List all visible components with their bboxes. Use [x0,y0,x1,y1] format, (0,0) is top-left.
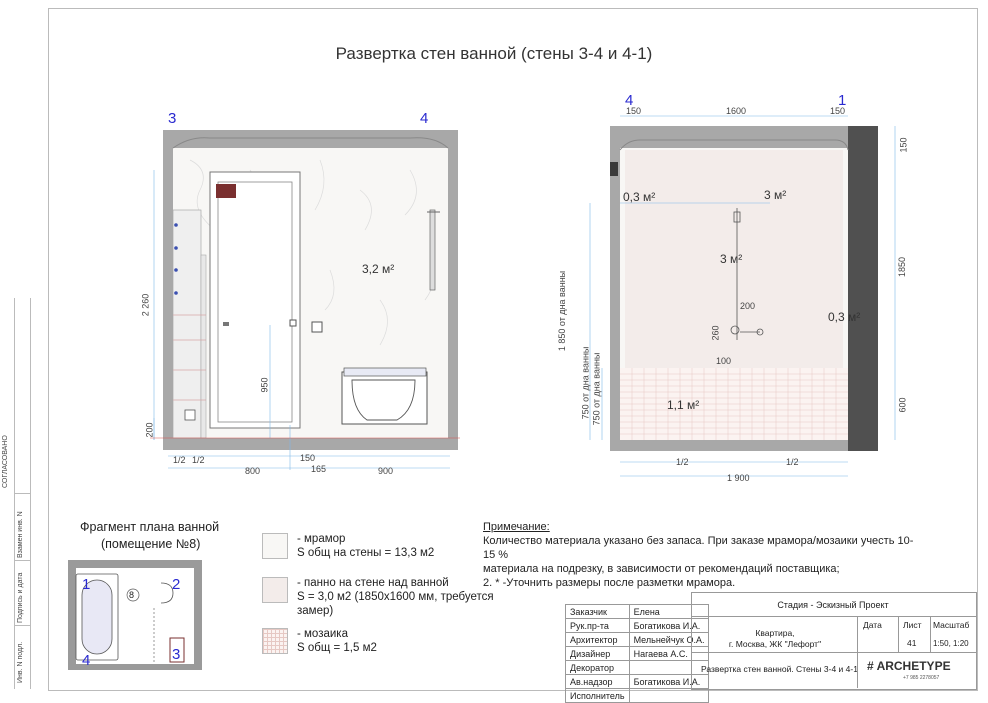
stage: Стадия - Эскизный Проект [777,600,889,610]
plan-num-3: 3 [172,646,181,663]
dim-door-950: 950 [259,377,270,393]
plan-title-1: Фрагмент плана ванной [80,520,220,534]
plan-num-4: 4 [82,652,91,669]
dim-half-2: 1/2 [192,455,205,465]
dim-bottom-half-1: 1/2 [676,457,689,467]
notes-line-2: материала на подрезку, в зависимости от рекомендаций поставщика; [483,563,840,575]
role-row: Ав.надзор Богатикова И.А. [566,675,709,689]
sheet-number: 41 [907,638,917,648]
right-area-3-mid: 3 м² [720,252,743,266]
dim-top-150-right: 150 [830,106,846,116]
role-row: Исполнитель [566,689,709,703]
sidebar-replacement: Взамен инв. N [17,511,24,558]
dim-165: 165 [311,464,327,474]
dim-right-150: 150 [898,137,909,153]
brand-phone: +7 985 2278057 [903,675,940,681]
notes-line-1: Количество материала указано без запаса. При заказе мрамора/мозаики учесть 10-15 % [483,535,914,561]
notes [483,520,923,590]
legend-swatch-mosaic [262,628,288,654]
project-line-2: г. Москва, ЖК "Лефорт" [728,639,822,649]
dim-v750-a: 750 от дна ванны [580,346,591,420]
notes-heading: Примечание: [483,521,550,533]
role-row: Заказчик Елена [566,605,709,619]
right-area-mosaic: 1,1 м² [667,398,700,412]
right-corner-4: 4 [625,92,634,109]
dim-200: 200 [144,422,155,438]
role-row: Рук.пр-та Богатикова И.А. [566,619,709,633]
sheet-sidebar [0,298,31,689]
dim-top-1600: 1600 [726,106,747,116]
left-wall-area: 3,2 м² [362,262,395,276]
dim-right-1850: 1850 [897,256,908,278]
project-line-1: Квартира, [755,628,795,638]
dim-bottom-1900: 1 900 [727,473,750,483]
sheet-label: Лист [903,620,922,630]
left-corner-3: 3 [168,110,177,127]
dim-v750-b: 750 от дна ванны [591,352,602,426]
title-block [565,592,976,701]
dim-v1850-bath: 1 850 от дна ванны [557,270,568,352]
dim-height-2260: 2 260 [140,293,151,317]
plan-num-1: 1 [82,576,91,593]
date-label: Дата [863,620,882,630]
legend-marble: - мрамор S общ на стены = 13,3 м2 [297,533,435,559]
page-title: Развертка стен ванной (стены 3-4 и 4-1) [335,44,653,63]
right-area-3-top: 3 м² [764,188,787,202]
door-hinge-detail [216,184,236,198]
legend-swatch-panel [262,577,288,603]
legend-mosaic: - мозаика S общ = 1,5 м2 [297,628,377,654]
right-area-0-3-right: 0,3 м² [828,310,861,324]
plan-num-8: 8 [129,590,135,600]
legend-swatch-marble [262,533,288,559]
sidebar-signature: Подпись и дата [17,572,24,623]
mosaic-area [620,368,848,440]
dim-top-150-left: 150 [626,106,642,116]
dim-150: 150 [300,453,316,463]
plan-title-2: (помещение №8) [101,537,201,551]
notes-line-3: 2. * -Уточнить размеры после разметки мрамора. [483,577,736,589]
legend-panel: - панно на стене над ванной S = 3,0 м2 (1850х1600 мм, требуется замер) [297,577,494,617]
sheet-title: Развертка стен ванной. Стены 3-4 и 4-1 [701,664,858,674]
role-row: Декоратор [566,661,709,675]
scale-value: 1:50, 1:20 [933,639,969,648]
sidebar-inventory: Инв. N подл. [17,641,24,683]
left-elevation [130,100,470,480]
sidebar-agreed: СОГЛАСОВАНО [2,435,9,488]
dim-900: 900 [378,466,394,476]
door-leaf [218,182,292,422]
dim-bottom-half-2: 1/2 [786,457,799,467]
title-block-roles [565,604,709,703]
dim-half-1: 1/2 [173,455,186,465]
dim-100: 100 [716,356,732,366]
dim-260: 260 [710,325,721,341]
brand-logo: # ARCHETYPE [867,659,951,673]
right-dark-wall [848,126,878,451]
dim-200-shower: 200 [740,301,756,311]
dim-800: 800 [245,466,261,476]
right-elevation [580,100,910,480]
left-corner-4: 4 [420,110,429,127]
role-row: Архитектор Мельнейчук О.А. [566,633,709,647]
right-corner-1: 1 [838,92,847,109]
role-row: Дизайнер Нагаева А.С. [566,647,709,661]
scale-label: Масштаб [933,620,970,630]
plan-num-2: 2 [172,576,181,593]
right-area-0-3-left: 0,3 м² [623,190,656,204]
dim-right-600: 600 [897,397,908,413]
